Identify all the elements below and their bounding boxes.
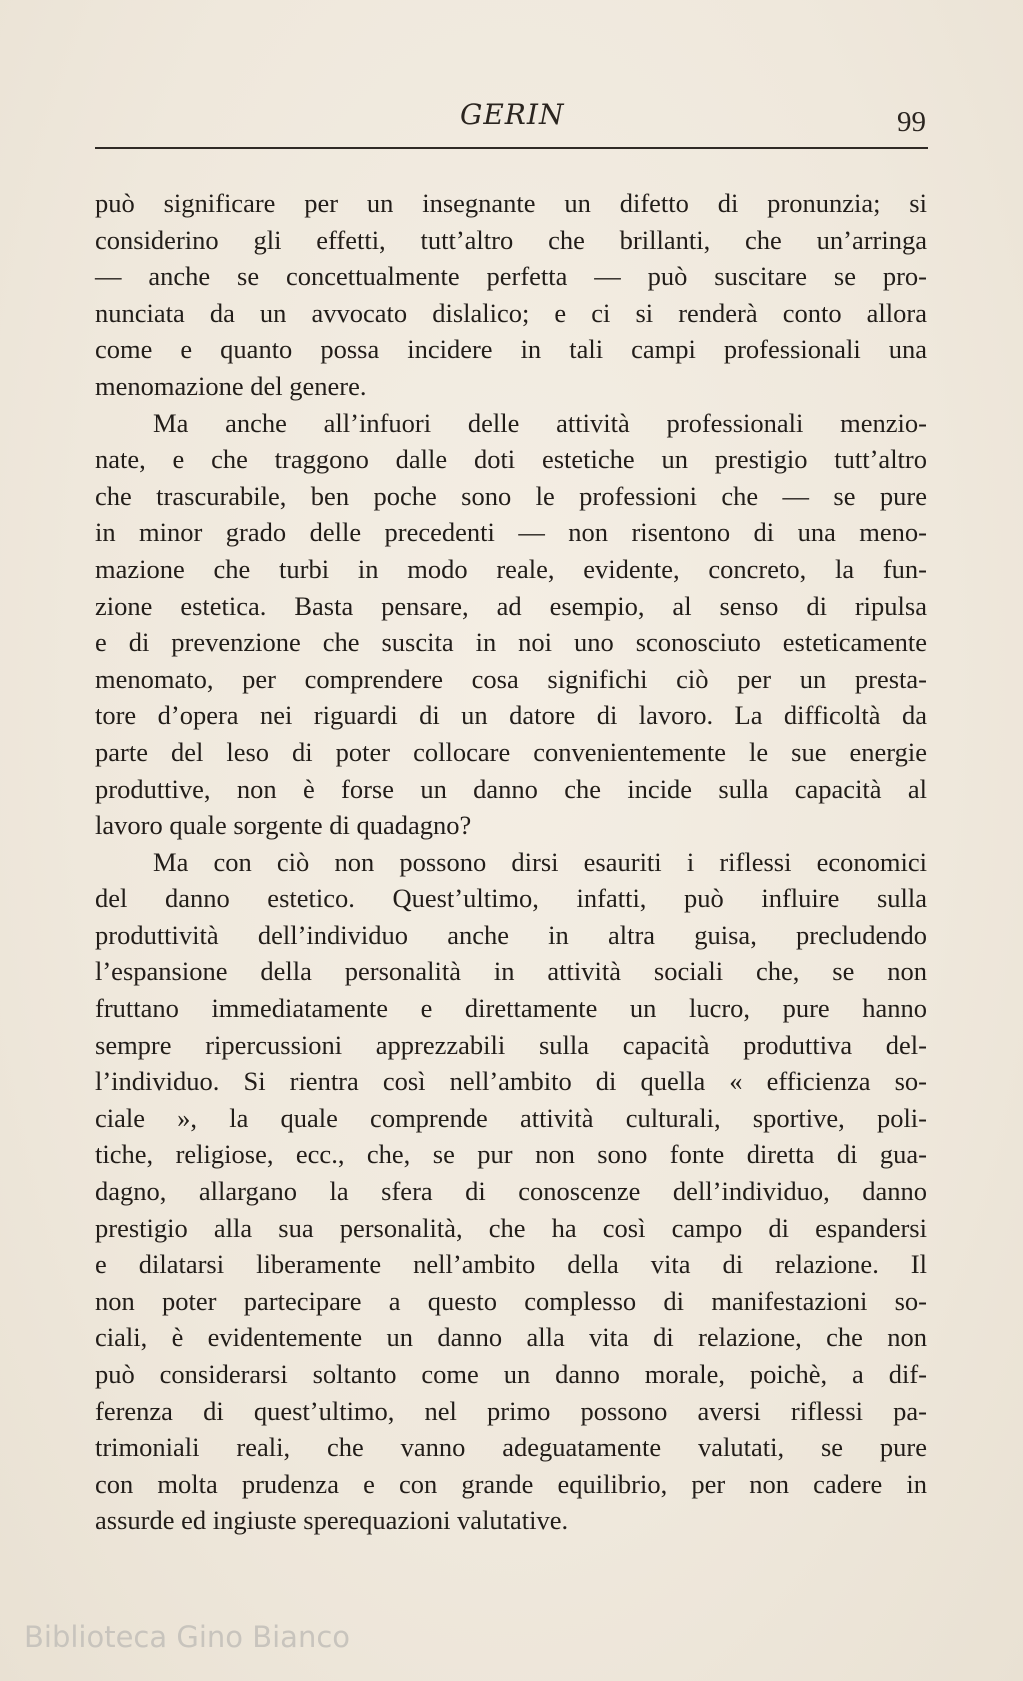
text-line: Ma anche all’infuori delle attività professionali menzio-	[153, 407, 927, 438]
text-line: nate, e che traggono dalle doti estetiche un prestigio tutt’altro	[95, 444, 927, 475]
text-line: — anche se concettualmente perfetta — può suscitare se pro-	[95, 261, 927, 292]
text-line: in minor grado delle precedenti — non risentono di una meno-	[95, 517, 927, 548]
text-line: l’espansione della personalità in attività sociali che, se non	[95, 956, 927, 987]
text-line: ciale », la quale comprende attività culturali, sportive, poli-	[95, 1102, 927, 1133]
text-line: ferenza di quest’ultimo, nel primo possono aversi riflessi pa-	[95, 1395, 927, 1426]
body-text	[95, 185, 927, 1539]
text-line: con molta prudenza e con grande equilibrio, per non cadere in	[95, 1468, 927, 1499]
text-line: non poter partecipare a questo complesso di manifestazioni so-	[95, 1285, 927, 1316]
text-line: può considerarsi soltanto come un danno morale, poichè, a dif-	[95, 1359, 927, 1389]
text-line: assurde ed ingiuste sperequazioni valutative.	[95, 1505, 569, 1536]
text-line: può significare per un insegnante un difetto di pronunzia; si	[95, 188, 927, 218]
text-line: dagno, allargano la sfera di conoscenze dell’individuo, danno	[95, 1176, 927, 1207]
text-line: mazione che turbi in modo reale, evidente, concreto, la fun-	[95, 553, 927, 584]
text-line: considerino gli effetti, tutt’altro che brillanti, che un’arringa	[95, 224, 927, 255]
text-line: nunciata da un avvocato dislalico; e ci si renderà conto allora	[95, 297, 927, 328]
text-line: del danno estetico. Quest’ultimo, infatti, può influire sulla	[95, 883, 927, 914]
text-line: come e quanto possa incidere in tali campi professionali una	[95, 334, 927, 365]
text-line: e di prevenzione che suscita in noi uno sconosciuto esteticamente	[95, 627, 927, 658]
text-line: tore d’opera nei riguardi di un datore di lavoro. La difficoltà da	[95, 700, 927, 731]
text-line: l’individuo. Si rientra così nell’ambito di quella « efficienza so-	[95, 1066, 927, 1097]
text-line: che trascurabile, ben poche sono le professioni che — se pure	[95, 480, 927, 511]
text-line: prestigio alla sua personalità, che ha così campo di espandersi	[95, 1212, 927, 1243]
text-line: menomazione del genere.	[95, 370, 367, 401]
text-line: menomato, per comprendere cosa significhi ciò per un presta-	[95, 663, 927, 694]
library-watermark: Biblioteca Gino Bianco	[24, 1620, 351, 1654]
page-number: 99	[897, 106, 926, 138]
text-line: ciali, è evidentemente un danno alla vita di relazione, che non	[95, 1322, 927, 1353]
running-head	[0, 94, 1023, 138]
text-line: fruttano immediatamente e direttamente un lucro, pure hanno	[95, 993, 927, 1024]
header-rule	[95, 147, 928, 149]
text-line: zione estetica. Basta pensare, ad esempio, al senso di ripulsa	[95, 590, 927, 621]
text-line: sempre ripercussioni apprezzabili sulla capacità produttiva del-	[95, 1029, 927, 1060]
text-line: produttive, non è forse un danno che incide sulla capacità al	[95, 773, 927, 804]
text-line: produttività dell’individuo anche in altra guisa, precludendo	[95, 919, 927, 950]
text-line: tiche, religiose, ecc., che, se pur non sono fonte diretta di gua-	[95, 1139, 927, 1170]
running-head-title: GERIN	[460, 98, 565, 131]
text-line: lavoro quale sorgente di quadagno?	[95, 810, 472, 841]
text-line: trimoniali reali, che vanno adeguatamente valutati, se pure	[95, 1432, 927, 1463]
text-line: parte del leso di poter collocare convenientemente le sue energie	[95, 736, 927, 767]
text-line: Ma con ciò non possono dirsi esauriti i riflessi economici	[153, 846, 927, 877]
text-line: e dilatarsi liberamente nell’ambito della vita di relazione. Il	[95, 1249, 927, 1280]
